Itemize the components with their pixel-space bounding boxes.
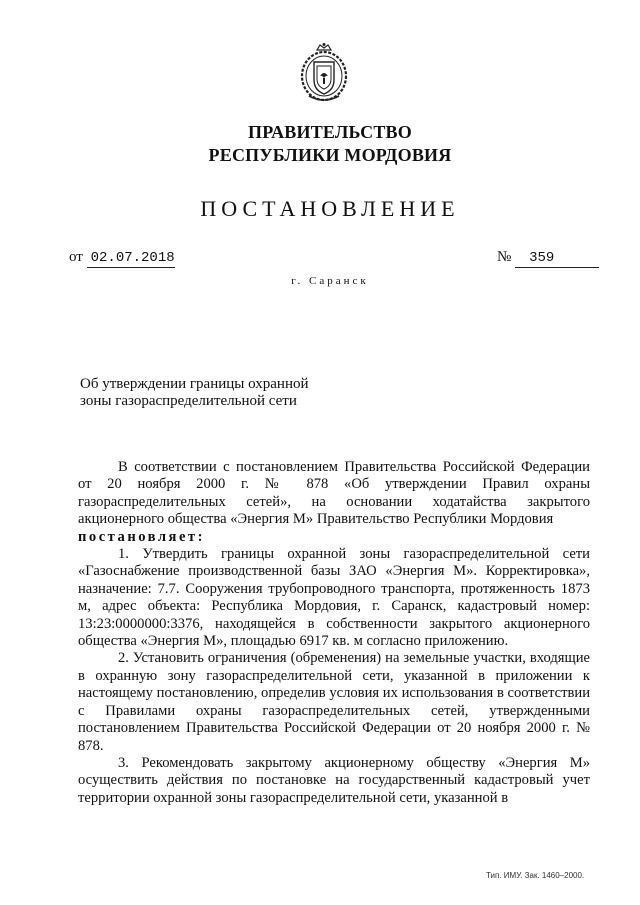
decree-word-text: постановляет:: [78, 528, 205, 545]
date-prefix: от: [69, 249, 83, 265]
government-title-line2: РЕСПУБЛИКИ МОРДОВИЯ: [208, 145, 452, 165]
print-note: Тип. ИМУ. Зак. 1460–2000.: [486, 871, 585, 880]
number-value: 359: [515, 249, 599, 268]
item-paragraph-1: 1. Утвердить границы охранной зоны газораспределительной сети «Газоснабжение производственной базы ЗАО «Энергия М». Корректировка», назначение: 7.7. Сооружения трубопроводного транспорта, протяженность 1873 м, адрес объекта: Республика Мордовия, г. Саранск, кадастровый номер: 13:23:0000000:3376, находящейся в собственности закрытого акционерного общества «Энергия М», площадью 6917 кв. м согласно приложению.: [78, 546, 590, 650]
subject-block: [80, 376, 380, 410]
date-line: [69, 248, 175, 268]
city-label: г. Саранск: [291, 275, 369, 287]
item-paragraph-3: 3. Рекомендовать закрытому акционерному обществу «Энергия М» осуществить действия по постановке на государственный кадастровый учет территории охранной зоны газораспределительной сети, указанной в: [78, 754, 590, 806]
subject-line2: зоны газораспределительной сети: [80, 393, 297, 409]
date-value: 02.07.2018: [87, 249, 175, 268]
decree-word: [78, 529, 590, 546]
item-paragraph-2: 2. Установить ограничения (обременения) на земельные участки, входящие в охранную зону газораспределительной сети, указанной в приложении к настоящему постановлению, определив условия их использования в соответствии с Правилами охраны газораспределительных сетей, утвержденными постановлением Правительства Российской Федерации от 20 ноября 2000 г. № 878.: [78, 650, 590, 754]
document-type-title: ПОСТАНОВЛЕНИЕ: [200, 196, 460, 221]
number-prefix: №: [497, 249, 512, 265]
government-title-line1: ПРАВИТЕЛЬСТВО: [248, 122, 412, 142]
subject-line1: Об утверждении границы охранной: [80, 376, 309, 392]
number-line: [497, 248, 599, 268]
document-body: [78, 459, 590, 807]
coat-of-arms-emblem-icon: [297, 42, 351, 104]
preamble-paragraph: В соответствии с постановлением Правительства Российской Федерации от 20 ноября 2000 г. № 878 «Об утверждении Правил охраны газораспределительных сетей», на основании ходатайства закрытого акционерного общества «Энергия М» Правительство Республики Мордовия: [78, 459, 590, 528]
